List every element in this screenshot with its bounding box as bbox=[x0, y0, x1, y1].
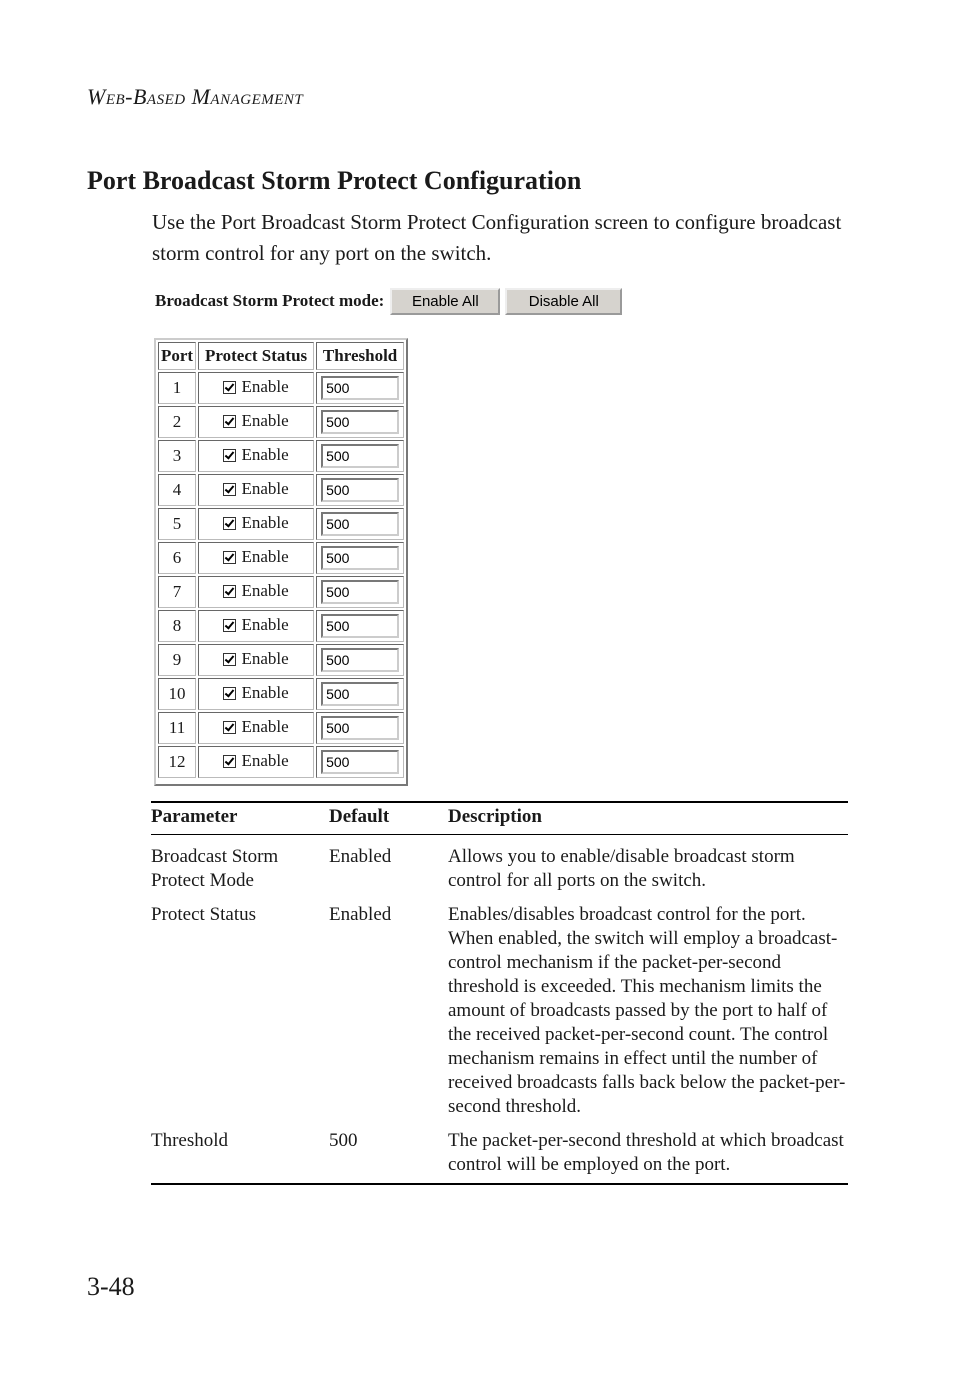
protect-status-checkbox[interactable] bbox=[223, 755, 236, 768]
threshold-cell bbox=[316, 712, 404, 744]
port-row bbox=[158, 508, 404, 540]
protect-status-checkbox[interactable] bbox=[223, 721, 236, 734]
protect-status-cell bbox=[198, 678, 314, 710]
threshold-cell bbox=[316, 440, 404, 472]
page-number: 3-48 bbox=[87, 1272, 135, 1301]
threshold-input[interactable] bbox=[321, 682, 399, 706]
protect-status-checkbox-group[interactable] bbox=[223, 751, 288, 771]
protect-status-checkbox-group[interactable] bbox=[223, 649, 288, 669]
protect-status-label: Enable bbox=[241, 445, 289, 465]
protect-status-checkbox[interactable] bbox=[223, 415, 236, 428]
port-row bbox=[158, 712, 404, 744]
protect-status-checkbox-group[interactable] bbox=[223, 615, 288, 635]
protect-status-label: Enable bbox=[241, 683, 289, 703]
threshold-cell bbox=[316, 644, 404, 676]
column-header-threshold: Threshold bbox=[316, 342, 404, 370]
protect-status-label: Enable bbox=[241, 615, 289, 635]
protect-status-checkbox[interactable] bbox=[223, 381, 236, 394]
column-header-protect-status: Protect Status bbox=[198, 342, 314, 370]
protect-status-label: Enable bbox=[241, 479, 289, 499]
threshold-cell bbox=[316, 610, 404, 642]
threshold-cell bbox=[316, 508, 404, 540]
port-row bbox=[158, 372, 404, 404]
protect-status-checkbox[interactable] bbox=[223, 653, 236, 666]
protect-status-label: Enable bbox=[241, 717, 289, 737]
protect-status-checkbox-group[interactable] bbox=[223, 581, 288, 601]
port-number: 11 bbox=[158, 712, 196, 744]
parameter-row bbox=[151, 835, 848, 894]
protect-status-checkbox[interactable] bbox=[223, 619, 236, 632]
protect-status-cell bbox=[198, 712, 314, 744]
protect-status-cell bbox=[198, 406, 314, 438]
threshold-input[interactable] bbox=[321, 716, 399, 740]
parameter-row bbox=[151, 1119, 848, 1184]
section-title: Port Broadcast Storm Protect Configuration bbox=[87, 166, 582, 195]
running-header-part: ANAGEMENT bbox=[210, 92, 304, 108]
threshold-input[interactable] bbox=[321, 580, 399, 604]
protect-status-label: Enable bbox=[241, 751, 289, 771]
protect-status-checkbox-group[interactable] bbox=[223, 717, 288, 737]
running-header-part: -B bbox=[125, 84, 147, 109]
protect-status-label: Enable bbox=[241, 411, 289, 431]
parameter-description: Enables/disables broadcast control for the port. When enabled, the switch will employ a broadcast-control mechanism if the packet-per-second threshold is exceeded. This mechanism limits the amount of broadcasts passed by the port to half of the received packet-per-second count. The control mechanism remains in effect until the number of received broadcasts falls back below the packet-per-second threshold. bbox=[448, 904, 846, 1117]
parameter-row bbox=[151, 893, 848, 1119]
port-table-header-row bbox=[158, 342, 404, 370]
threshold-cell bbox=[316, 678, 404, 710]
running-header-part: EB bbox=[105, 92, 126, 108]
port-number: 5 bbox=[158, 508, 196, 540]
protect-status-cell bbox=[198, 746, 314, 778]
parameter-header: Parameter bbox=[151, 802, 329, 835]
threshold-input[interactable] bbox=[321, 410, 399, 434]
default-header: Default bbox=[329, 802, 448, 835]
threshold-input[interactable] bbox=[321, 478, 399, 502]
port-row bbox=[158, 610, 404, 642]
port-number: 8 bbox=[158, 610, 196, 642]
mode-label: Broadcast Storm Protect mode: bbox=[155, 291, 385, 310]
running-header bbox=[87, 84, 303, 110]
protect-status-checkbox[interactable] bbox=[223, 585, 236, 598]
threshold-cell bbox=[316, 474, 404, 506]
protect-status-label: Enable bbox=[241, 547, 289, 567]
protect-status-checkbox-group[interactable] bbox=[223, 479, 288, 499]
port-number: 6 bbox=[158, 542, 196, 574]
protect-status-cell bbox=[198, 440, 314, 472]
parameter-table-header-row bbox=[151, 802, 848, 835]
threshold-input[interactable] bbox=[321, 546, 399, 570]
threshold-input[interactable] bbox=[321, 512, 399, 536]
threshold-cell bbox=[316, 746, 404, 778]
protect-status-cell bbox=[198, 508, 314, 540]
protect-status-cell bbox=[198, 576, 314, 608]
port-row bbox=[158, 678, 404, 710]
protect-status-checkbox[interactable] bbox=[223, 551, 236, 564]
port-number: 10 bbox=[158, 678, 196, 710]
threshold-input[interactable] bbox=[321, 376, 399, 400]
parameter-default: Enabled bbox=[329, 904, 392, 925]
enable-all-button[interactable]: Enable All bbox=[390, 288, 500, 315]
protect-status-checkbox[interactable] bbox=[223, 517, 236, 530]
parameter-description: Allows you to enable/disable broadcast storm control for all ports on the switch. bbox=[448, 846, 795, 891]
parameter-name: Protect Status bbox=[151, 904, 257, 925]
port-row bbox=[158, 576, 404, 608]
threshold-cell bbox=[316, 542, 404, 574]
port-row bbox=[158, 440, 404, 472]
running-header-part: M bbox=[185, 84, 211, 109]
continuation-cell bbox=[198, 780, 314, 782]
running-header-part: ASED bbox=[146, 92, 186, 108]
protect-status-checkbox-group[interactable] bbox=[223, 411, 288, 431]
port-row bbox=[158, 644, 404, 676]
protect-status-checkbox-group[interactable] bbox=[223, 513, 288, 533]
protect-status-cell bbox=[198, 372, 314, 404]
port-storm-table bbox=[154, 338, 408, 786]
description-header: Description bbox=[448, 802, 848, 835]
port-number: 7 bbox=[158, 576, 196, 608]
port-row bbox=[158, 746, 404, 778]
threshold-input[interactable] bbox=[321, 444, 399, 468]
column-header-port: Port bbox=[158, 342, 196, 370]
protect-status-checkbox-group[interactable] bbox=[223, 377, 288, 397]
protect-status-cell bbox=[198, 644, 314, 676]
running-header-part: W bbox=[87, 84, 106, 109]
port-row bbox=[158, 474, 404, 506]
port-number: 2 bbox=[158, 406, 196, 438]
protect-status-label: Enable bbox=[241, 581, 289, 601]
threshold-input[interactable] bbox=[321, 614, 399, 638]
protect-status-label: Enable bbox=[241, 649, 289, 669]
protect-status-checkbox[interactable] bbox=[223, 483, 236, 496]
protect-status-checkbox[interactable] bbox=[223, 687, 236, 700]
protect-status-checkbox-group[interactable] bbox=[223, 683, 288, 703]
threshold-input[interactable] bbox=[321, 648, 399, 672]
protect-status-cell bbox=[198, 610, 314, 642]
intro-paragraph: Use the Port Broadcast Storm Protect Configuration screen to configure broadcast storm control for any port on the switch. bbox=[152, 210, 842, 265]
threshold-cell bbox=[316, 406, 404, 438]
parameter-default: Enabled bbox=[329, 846, 392, 867]
parameter-table bbox=[151, 801, 848, 1185]
port-table-continuation bbox=[158, 780, 404, 782]
protect-status-checkbox-group[interactable] bbox=[223, 445, 288, 465]
port-number: 4 bbox=[158, 474, 196, 506]
port-row bbox=[158, 542, 404, 574]
parameter-name: Threshold bbox=[151, 1119, 329, 1184]
continuation-cell bbox=[158, 780, 196, 782]
protect-status-checkbox[interactable] bbox=[223, 449, 236, 462]
parameter-default: 500 bbox=[329, 1119, 448, 1184]
port-number: 9 bbox=[158, 644, 196, 676]
threshold-input[interactable] bbox=[321, 750, 399, 774]
protect-status-label: Enable bbox=[241, 513, 289, 533]
port-number: 12 bbox=[158, 746, 196, 778]
threshold-cell bbox=[316, 372, 404, 404]
threshold-cell bbox=[316, 576, 404, 608]
protect-status-label: Enable bbox=[241, 377, 289, 397]
port-number: 1 bbox=[158, 372, 196, 404]
parameter-name: Broadcast Storm Protect Mode bbox=[151, 846, 279, 891]
port-row bbox=[158, 406, 404, 438]
disable-all-button[interactable]: Disable All bbox=[505, 288, 622, 315]
protect-status-cell bbox=[198, 542, 314, 574]
storm-protect-mode-row bbox=[155, 286, 627, 316]
port-number: 3 bbox=[158, 440, 196, 472]
parameter-description: The packet-per-second threshold at which broadcast control will be employed on the port. bbox=[448, 1119, 848, 1184]
protect-status-cell bbox=[198, 474, 314, 506]
protect-status-checkbox-group[interactable] bbox=[223, 547, 288, 567]
continuation-cell bbox=[316, 780, 404, 782]
